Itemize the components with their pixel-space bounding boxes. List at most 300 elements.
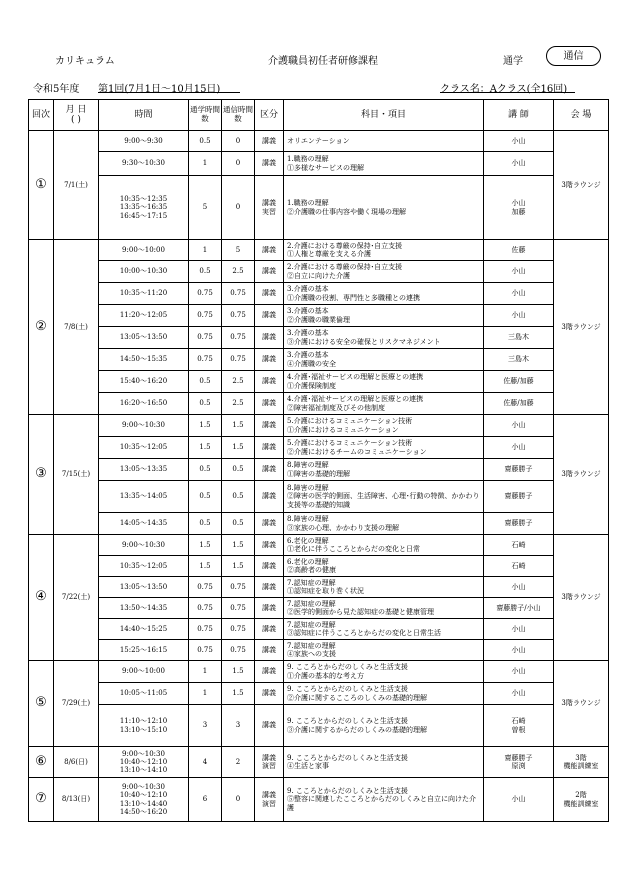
time-cell	[99, 619, 189, 640]
commute-hours-cell	[189, 261, 222, 283]
subject-cell	[284, 640, 484, 661]
venue-cell-text: 2階 機能訓練室	[563, 791, 599, 808]
instructor-cell-text: 小山	[511, 795, 526, 804]
instructor-cell	[484, 415, 554, 437]
commute-hours-cell	[189, 598, 222, 619]
category-cell-text: 講義	[262, 561, 276, 570]
category-cell	[255, 349, 284, 371]
time-cell-text: 14:40〜15:25	[119, 624, 168, 633]
commute-hours-cell	[189, 415, 222, 437]
session-date	[54, 661, 99, 747]
category-cell-text: 講義	[262, 333, 276, 342]
venue-cell	[554, 240, 609, 415]
remote-hours-cell-text: 0.5	[232, 492, 244, 501]
subject-cell	[284, 437, 484, 459]
remote-hours-cell	[222, 535, 255, 556]
table-row	[29, 327, 609, 349]
subject-cell	[284, 481, 484, 513]
remote-hours-cell	[222, 327, 255, 349]
venue-cell-text: 3階 機能訓練室	[563, 753, 599, 770]
table-row	[29, 535, 609, 556]
remote-hours-cell-text: 3	[235, 721, 241, 730]
category-cell-text: 講義	[262, 465, 276, 474]
category-cell	[255, 747, 284, 778]
category-cell	[255, 683, 284, 705]
time-cell	[99, 661, 189, 683]
subject-cell-text: 3.介護の基本 ①介護職の役割、専門性と多職種との連携	[287, 285, 420, 302]
venue-cell	[554, 535, 609, 661]
commute-hours-cell-text: 0.75	[197, 355, 213, 364]
time-cell-text: 11:20〜12:05	[119, 311, 168, 320]
table-row	[29, 261, 609, 283]
category-cell-text: 講義	[262, 245, 276, 254]
session-number	[29, 131, 54, 240]
category-cell	[255, 640, 284, 661]
commute-hours-cell-text: 1.5	[199, 443, 211, 452]
session-number-text: ④	[35, 589, 47, 605]
category-cell-text: 講義	[262, 289, 276, 298]
remote-hours-cell	[222, 577, 255, 598]
commute-hours-cell-text: 0.5	[199, 519, 211, 528]
instructor-cell	[484, 556, 554, 577]
session-date-text: 7/15(土)	[61, 470, 91, 479]
category-cell-text: 講義	[262, 159, 276, 168]
subject-cell-text: 8.障害の理解 ②障害の医学的側面、生活障害、心理･行動の特徴、かかわり支援等の基礎的知識	[287, 484, 480, 509]
subject-cell	[284, 683, 484, 705]
time-cell-text: 13:35〜14:05	[119, 492, 168, 501]
table-row	[29, 283, 609, 305]
subject-cell-text: 9. こころとからだのしくみと生活支援 ④生活と家事	[287, 753, 408, 770]
category-cell	[255, 131, 284, 152]
category-cell-text: 講義 実習	[262, 199, 276, 216]
subject-cell	[284, 240, 484, 261]
remote-hours-cell	[222, 747, 255, 778]
remote-hours-cell	[222, 240, 255, 261]
category-cell-text: 講義	[262, 667, 276, 676]
instructor-cell-text: 小山	[511, 421, 526, 430]
subject-cell-text: 4.介護･福祉サービスの理解と医療との連携 ①介護保険制度	[287, 373, 424, 390]
col-date-label: 月 日	[65, 104, 87, 115]
commute-hours-cell-text: 0.5	[199, 465, 211, 474]
time-cell-text: 10:35〜12:35 13:35〜16:35 16:45〜17:15	[119, 195, 168, 220]
time-cell	[99, 747, 189, 778]
subject-cell	[284, 152, 484, 176]
instructor-cell	[484, 598, 554, 619]
category-cell	[255, 240, 284, 261]
table-row	[29, 305, 609, 327]
subject-cell-text: 1.職務の理解 ①多様なサービスの理解	[287, 155, 364, 172]
time-cell	[99, 513, 189, 535]
session-number-text: ⑦	[35, 791, 47, 807]
remote-hours-cell	[222, 305, 255, 327]
remote-hours-cell-text: 0	[235, 203, 241, 212]
instructor-cell	[484, 152, 554, 176]
instructor-cell-text: 齋藤勝子/小山	[496, 603, 541, 612]
session-date	[54, 415, 99, 535]
attendance-badge: 通信	[546, 46, 601, 66]
instructor-cell-text: 小山	[511, 136, 526, 145]
subject-cell	[284, 513, 484, 535]
time-cell	[99, 556, 189, 577]
session-range: 第1回(7月1日〜10月15日)	[98, 84, 221, 95]
time-cell	[99, 640, 189, 661]
subject-cell-text: 2.介護における尊厳の保持･自立支援 ①人権と尊厳を支える介護	[287, 241, 403, 258]
time-cell-text: 10:35〜12:05	[119, 561, 168, 570]
subject-cell	[284, 705, 484, 747]
instructor-cell-text: 佐藤/加藤	[503, 377, 534, 386]
remote-hours-cell-text: 1.5	[232, 421, 244, 430]
table-row	[29, 459, 609, 481]
commute-hours-cell-text: 6	[202, 795, 208, 804]
commute-hours-cell-text: 0.75	[197, 603, 213, 612]
session-number	[29, 240, 54, 415]
instructor-cell	[484, 283, 554, 305]
commute-hours-cell	[189, 152, 222, 176]
subject-cell-text: 3.介護の基本 ④介護職の安全	[287, 351, 336, 368]
commute-hours-cell	[189, 393, 222, 415]
session-number	[29, 535, 54, 661]
instructor-cell	[484, 305, 554, 327]
col-instructor: 講 師	[484, 100, 554, 131]
session-number	[29, 415, 54, 535]
category-cell	[255, 305, 284, 327]
session-date	[54, 240, 99, 415]
commute-hours-cell-text: 1.5	[199, 421, 211, 430]
category-cell-text: 講義	[262, 582, 276, 591]
session-date-text: 7/1(土)	[64, 180, 88, 189]
commute-hours-cell-text: 1	[202, 667, 208, 676]
commute-hours-cell	[189, 619, 222, 640]
remote-hours-cell	[222, 778, 255, 822]
category-cell-text: 講義	[262, 267, 276, 276]
time-cell	[99, 459, 189, 481]
subject-cell-text: 7.認知症の理解 ④家族への支援	[287, 641, 336, 658]
category-cell-text: 講義 演習	[262, 791, 276, 808]
col-venue: 会 場	[554, 100, 609, 131]
remote-hours-cell-text: 0	[235, 136, 241, 145]
instructor-cell-text: 小山	[511, 689, 526, 698]
subject-cell-text: 6.老化の理解 ②高齢者の健康	[287, 557, 336, 574]
remote-hours-cell-text: 0.5	[232, 465, 244, 474]
instructor-cell	[484, 778, 554, 822]
table-row	[29, 661, 609, 683]
session-date	[54, 131, 99, 240]
time-cell	[99, 131, 189, 152]
session-number-text: ⑥	[35, 753, 47, 769]
commute-hours-cell	[189, 577, 222, 598]
instructor-cell	[484, 261, 554, 283]
instructor-cell	[484, 459, 554, 481]
category-cell	[255, 481, 284, 513]
category-cell	[255, 371, 284, 393]
commute-hours-cell-text: 0.5	[199, 492, 211, 501]
venue-cell-text: 3階ラウンジ	[561, 180, 601, 189]
commute-hours-cell-text: 0.75	[197, 289, 213, 298]
category-cell-text: 講義	[262, 721, 276, 730]
session-number-text: ②	[35, 318, 47, 334]
remote-hours-cell	[222, 683, 255, 705]
remote-hours-cell	[222, 349, 255, 371]
remote-hours-cell	[222, 513, 255, 535]
remote-hours-cell-text: 0.5	[232, 519, 244, 528]
commute-hours-cell	[189, 459, 222, 481]
category-cell	[255, 705, 284, 747]
category-cell	[255, 261, 284, 283]
instructor-cell-text: 佐藤	[511, 245, 526, 254]
subject-cell	[284, 556, 484, 577]
table-row	[29, 371, 609, 393]
col-subject: 科目・項目	[284, 100, 484, 131]
table-row	[29, 481, 609, 513]
col-category: 区分	[255, 100, 284, 131]
time-cell	[99, 176, 189, 240]
schedule-body	[29, 131, 609, 822]
table-row	[29, 176, 609, 240]
subject-cell-text: 8.障害の理解 ③家族の心理、かかわり支援の理解	[287, 515, 399, 532]
remote-hours-cell	[222, 459, 255, 481]
category-cell	[255, 176, 284, 240]
remote-hours-cell-text: 0.75	[230, 624, 246, 633]
class-name: クラス名：Aクラス(全16回)	[440, 84, 568, 95]
subject-cell-text: 3.介護の基本 ③介護における安全の確保とリスクマネジメント	[287, 329, 441, 346]
attendance-type: 通学	[503, 56, 523, 67]
instructor-cell	[484, 640, 554, 661]
instructor-cell-text: 小山	[511, 443, 526, 452]
col-remote-hours: 通信時間数	[222, 100, 255, 131]
table-row	[29, 240, 609, 261]
instructor-cell-text: 石崎 曽根	[511, 717, 526, 734]
instructor-cell	[484, 131, 554, 152]
category-cell-text: 講義	[262, 689, 276, 698]
remote-hours-cell-text: 2.5	[232, 267, 244, 276]
remote-hours-cell-text: 5	[235, 245, 241, 254]
instructor-cell-text: 三島木	[508, 355, 529, 364]
remote-hours-cell	[222, 661, 255, 683]
commute-hours-cell-text: 1	[202, 689, 208, 698]
subject-cell	[284, 661, 484, 683]
subject-cell-text: オリエンテーション	[287, 136, 350, 145]
time-cell	[99, 705, 189, 747]
commute-hours-cell-text: 5	[202, 203, 208, 212]
commute-hours-cell	[189, 778, 222, 822]
session-date-text: 7/22(土)	[61, 593, 91, 602]
venue-cell	[554, 747, 609, 778]
time-cell	[99, 535, 189, 556]
category-cell	[255, 598, 284, 619]
commute-hours-cell-text: 1	[202, 159, 208, 168]
category-cell	[255, 778, 284, 822]
page-title: 介護職員初任者研修課程	[268, 56, 378, 67]
venue-cell	[554, 131, 609, 240]
instructor-cell-text: 石崎	[511, 540, 526, 549]
table-row	[29, 152, 609, 176]
time-cell-text: 9:30〜10:30	[122, 159, 165, 168]
commute-hours-cell-text: 1.5	[199, 540, 211, 549]
instructor-cell-text: 小山	[511, 645, 526, 654]
time-cell-text: 11:10〜12:10 13:10〜15:10	[119, 717, 168, 734]
subject-cell	[284, 747, 484, 778]
commute-hours-cell-text: 0.75	[197, 333, 213, 342]
commute-hours-cell	[189, 131, 222, 152]
category-cell-text: 講義	[262, 540, 276, 549]
remote-hours-cell	[222, 619, 255, 640]
instructor-cell-text: 齋藤勝子	[504, 465, 533, 474]
time-cell-text: 13:05〜13:35	[119, 465, 168, 474]
remote-hours-cell-text: 0.75	[230, 311, 246, 320]
col-no: 回次	[29, 100, 54, 131]
time-cell	[99, 598, 189, 619]
commute-hours-cell-text: 0.75	[197, 624, 213, 633]
remote-hours-cell-text: 0.75	[230, 603, 246, 612]
instructor-cell	[484, 327, 554, 349]
instructor-cell-text: 齋藤勝子	[504, 492, 533, 501]
category-cell	[255, 327, 284, 349]
commute-hours-cell	[189, 705, 222, 747]
commute-hours-cell-text: 4	[202, 757, 208, 766]
remote-hours-cell-text: 1.5	[232, 561, 244, 570]
time-cell-text: 10:35〜11:20	[119, 289, 168, 298]
schedule-table	[28, 99, 609, 822]
subject-cell	[284, 598, 484, 619]
time-cell-text: 10:05〜11:05	[119, 689, 168, 698]
time-cell	[99, 778, 189, 822]
time-cell-text: 14:50〜15:35	[119, 355, 168, 364]
remote-hours-cell-text: 0.75	[230, 582, 246, 591]
table-row	[29, 747, 609, 778]
venue-cell-text: 3階ラウンジ	[561, 470, 601, 479]
commute-hours-cell	[189, 371, 222, 393]
table-row	[29, 683, 609, 705]
instructor-cell	[484, 619, 554, 640]
category-cell-text: 講義	[262, 443, 276, 452]
category-cell-text: 講義	[262, 645, 276, 654]
commute-hours-cell	[189, 176, 222, 240]
instructor-cell	[484, 661, 554, 683]
session-number	[29, 747, 54, 778]
remote-hours-cell	[222, 371, 255, 393]
commute-hours-cell-text: 0.5	[199, 377, 211, 386]
venue-cell-text: 3階ラウンジ	[561, 699, 601, 708]
remote-hours-cell-text: 2	[235, 757, 241, 766]
subject-cell-text: 2.介護における尊厳の保持･自立支援 ②自立に向けた介護	[287, 263, 403, 280]
remote-hours-cell-text: 0.75	[230, 333, 246, 342]
category-cell	[255, 459, 284, 481]
venue-cell-text: 3階ラウンジ	[561, 322, 601, 331]
fiscal-year: 令和5年度	[33, 84, 80, 95]
table-row	[29, 437, 609, 459]
time-cell	[99, 305, 189, 327]
subject-cell	[284, 371, 484, 393]
category-cell	[255, 577, 284, 598]
time-cell-text: 13:05〜13:50	[119, 333, 168, 342]
time-cell	[99, 240, 189, 261]
instructor-cell-text: 齋藤勝子 原渕	[504, 753, 533, 770]
category-cell-text: 講義	[262, 492, 276, 501]
venue-cell-text: 3階ラウンジ	[561, 593, 601, 602]
category-cell-text: 講義	[262, 136, 276, 145]
category-cell	[255, 535, 284, 556]
category-cell	[255, 283, 284, 305]
category-cell-text: 講義	[262, 421, 276, 430]
time-cell-text: 9:00〜10:30 10:40〜12:10 13:10〜14:40 14:50〜16:20	[119, 783, 168, 816]
category-cell	[255, 415, 284, 437]
subject-cell	[284, 283, 484, 305]
session-number-text: ⑤	[35, 695, 47, 711]
col-commute-hours: 通学時間数	[189, 100, 222, 131]
col-date-sub: ( )	[71, 115, 81, 125]
session-date-text: 7/8(土)	[64, 322, 88, 331]
instructor-cell	[484, 240, 554, 261]
session-number	[29, 778, 54, 822]
commute-hours-cell-text: 1	[202, 245, 208, 254]
remote-hours-cell	[222, 393, 255, 415]
subject-cell-text: 5.介護におけるコミュニケーション技術 ①介護におけるコミュニケーション	[287, 417, 413, 434]
time-cell	[99, 283, 189, 305]
instructor-cell-text: 小山	[511, 289, 526, 298]
subject-cell-text: 4.介護･福祉サービスの理解と医療との連携 ②障害福祉制度及びその他制度	[287, 395, 424, 412]
instructor-cell	[484, 349, 554, 371]
category-cell-text: 講義	[262, 355, 276, 364]
time-cell	[99, 577, 189, 598]
time-cell-text: 13:05〜13:50	[119, 582, 168, 591]
subject-cell-text: 7.認知症の理解 ③認知症に伴うこころとからだの変化と日常生活	[287, 620, 441, 637]
time-cell	[99, 393, 189, 415]
commute-hours-cell	[189, 283, 222, 305]
category-cell	[255, 661, 284, 683]
time-cell-text: 9:00〜10:30 10:40〜12:10 13:10〜14:10	[119, 749, 168, 775]
remote-hours-cell	[222, 131, 255, 152]
subject-cell	[284, 415, 484, 437]
table-row	[29, 705, 609, 747]
table-row	[29, 778, 609, 822]
subject-cell-text: 7.認知症の理解 ①認知症を取り巻く状況	[287, 578, 364, 595]
subject-cell	[284, 778, 484, 822]
table-row	[29, 393, 609, 415]
instructor-cell	[484, 747, 554, 778]
category-cell	[255, 556, 284, 577]
time-cell-text: 14:05〜14:35	[119, 519, 168, 528]
time-cell	[99, 327, 189, 349]
commute-hours-cell-text: 0.5	[199, 136, 211, 145]
instructor-cell	[484, 393, 554, 415]
commute-hours-cell-text: 0.75	[197, 582, 213, 591]
instructor-cell-text: 石崎	[511, 561, 526, 570]
category-cell-text: 講義	[262, 603, 276, 612]
instructor-cell	[484, 705, 554, 747]
session-number-text: ①	[35, 176, 47, 192]
subject-cell-text: 1.職務の理解 ②介護職の仕事内容や働く現場の理解	[287, 199, 406, 216]
session-number-text: ③	[35, 466, 47, 482]
subject-cell	[284, 577, 484, 598]
commute-hours-cell-text: 0.75	[197, 645, 213, 654]
category-cell-text: 講義	[262, 311, 276, 320]
remote-hours-cell-text: 0	[235, 795, 241, 804]
instructor-cell	[484, 577, 554, 598]
instructor-cell-text: 小山	[511, 582, 526, 591]
category-cell	[255, 393, 284, 415]
instructor-cell-text: 小山	[511, 624, 526, 633]
subject-cell	[284, 459, 484, 481]
session-date	[54, 535, 99, 661]
time-cell	[99, 349, 189, 371]
session-date-text: 8/6(日)	[64, 757, 88, 766]
time-cell-text: 13:50〜14:35	[119, 603, 168, 612]
subject-cell	[284, 327, 484, 349]
time-cell	[99, 371, 189, 393]
subject-cell-text: 9. こころとからだのしくみと生活支援 ③介護に関するからだのしくみの基礎的理解	[287, 717, 427, 734]
commute-hours-cell	[189, 437, 222, 459]
table-row	[29, 640, 609, 661]
